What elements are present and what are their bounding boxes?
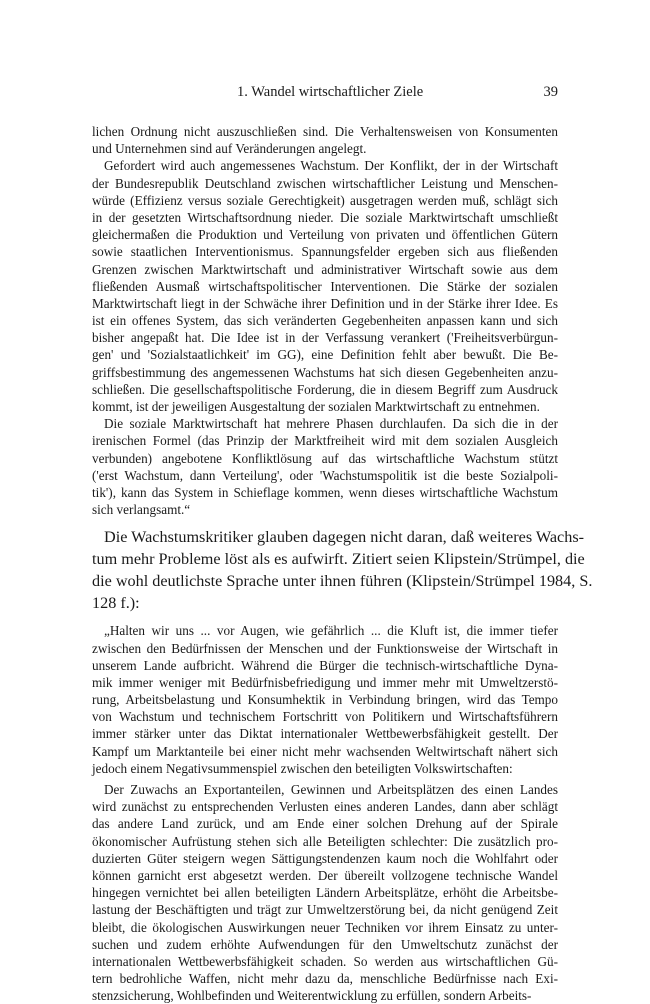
text-line: fließenden Ausmaß wirtschaftspolitischer Interventionen. Die Stärke der sozialen: [92, 278, 558, 294]
text-line: Kampf um Marktanteile bei einer nicht mehr wachsenden Weltwirtschaft nähert sich: [92, 743, 558, 759]
quote2-paragraph-2: [92, 781, 558, 1004]
text-line: lichen Ordnung nicht auszuschließen sind. Die Verhaltensweisen von Konsumenten: [92, 124, 558, 139]
quote-block-2: [92, 622, 558, 1004]
text-line: suchen und zudem erhöhte Aufwendungen für den Umweltschutz zunächst der: [92, 936, 558, 952]
text-line: Grenzen zwischen Marktwirtschaft und administrativer Wirtschaft sowie aus dem: [92, 261, 558, 277]
text-line: jedoch einem Negativsummenspiel zwischen den beteiligten Volkswirtschaften:: [92, 760, 513, 776]
quote-block-1: [92, 123, 558, 518]
main-text-paragraph: [92, 526, 593, 614]
text-line: ('erst Wachstum, dann Verteilung', oder 'Wachstumspolitik ist die beste Sozialpoli-: [92, 467, 558, 483]
text-line: 128 f.):: [92, 594, 140, 613]
text-line: stenzsicherung, Wohlbefinden und Weiterentwicklung zu erfüllen, sondern Arbeits-: [92, 988, 532, 1004]
text-line: Der Zuwachs an Exportanteilen, Gewinnen und Arbeitsplätzen des einen Landes: [104, 782, 558, 797]
text-line: hingegen vernichtet bei allen beteiligten Ländern Arbeitsplätze, erhöht die Arbeitsbe-: [92, 885, 558, 901]
text-line: duzierten Güter steigern wegen Sättigungstendenzen kaum noch die Wohlfahrt oder: [92, 850, 558, 866]
text-line: der Bundesrepublik Deutschland zwischen wirtschaftlicher Leistung und Menschen-: [92, 175, 558, 191]
text-line: ist ein offenes System, das sich veränderten Gegebenheiten anpassen kann und sich: [92, 313, 558, 329]
text-line: Die Wachstumskritiker glauben dagegen nicht daran, daß weiteres Wachs-: [104, 528, 585, 547]
quote1-paragraph-3: [92, 415, 558, 518]
text-line: würde (Effizienz versus soziale Gerechtigkeit) ausgetragen werden muß, schlägt sich: [92, 192, 558, 208]
page-body: [92, 123, 593, 1004]
text-line: kommt, ist der jeweiligen Ausgestaltung der sozialen Marktwirtschaft zu entnehmen.: [92, 399, 540, 414]
text-line: können garnicht erst abgesetzt werden. Der übereilt vollzogene technische Wandel: [92, 867, 558, 883]
text-line: bleibt, die ökologischen Auswirkungen neuer Techniken vor ihrem Einsatz zu unter-: [92, 919, 558, 935]
text-line: sich verlangsamt.“: [92, 502, 191, 518]
text-line: das andere Land zurück, und am Ende einer solchen Drehung auf der Spirale: [92, 816, 558, 832]
text-line: gen' und 'Sozialstaatlichkeit' im GG), eine Definition fehlt aber bewußt. Die Be-: [92, 347, 558, 363]
text-line: sowie staatlichen Interventionismus. Spannungsfelder ergeben sich aus fließenden: [92, 244, 558, 260]
text-line: tik'), kann das System in Schieflage kommen, wenn dieses wirtschaftliche Wachstum: [92, 484, 558, 500]
text-line: rung, Arbeitsbelastung und Konsumhektik in Verbindung bringen, wird das Tempo: [92, 692, 558, 708]
text-line: irenischen Formel (das Prinzip der Marktfreiheit wird mit dem sozialen Ausgleich: [92, 433, 558, 449]
text-line: griffsbestimmung des angemessenen Wachstums hat sich diesen Gegebenheiten anzu-: [92, 364, 558, 380]
text-line: in der gesetzten Wirtschaftsordnung nieder. Die soziale Marktwirtschaft umschließt: [92, 209, 558, 225]
quote1-paragraph-1: [92, 123, 558, 157]
quote2-paragraph-1: [92, 622, 558, 777]
text-line: unserem Lande aufbricht. Während die Bürger die technisch-wirtschaftliche Dyna-: [92, 657, 558, 673]
text-line: lastung der Beschäftigten und trägt zur Umweltzerstörung bei, da nicht genügend Zeit: [92, 902, 558, 918]
text-line: Gefordert wird auch angemessenes Wachstum. Der Konflikt, der in der Wirtschaft: [104, 158, 558, 174]
text-line: internationalen Wettbewerbsfähigkeit schaden. So werden aus wirtschaftlichen Gü-: [92, 953, 558, 969]
text-line: bisher angepaßt hat. Die Idee ist in der Verfassung verankert ('Freiheitsverbürgun-: [92, 330, 558, 346]
text-line: ökonomischer Aufrüstung stehen sich alle Beteiligten schlechter: Die zusätzlich pro-: [92, 833, 558, 849]
text-line: und Unternehmen sind auf Veränderungen angelegt.: [92, 141, 367, 157]
running-head-title: 1. Wandel wirtschaftlicher Ziele: [237, 84, 424, 100]
text-line: Marktwirtschaft liegt in der Schwäche ihrer Definition und in der Stärke ihrer Idee. Es: [92, 295, 558, 311]
text-line: Die soziale Marktwirtschaft hat mehrere Phasen durchlaufen. Da sich die in der: [104, 416, 558, 432]
text-line: „Halten wir uns ... vor Augen, wie gefährlich ... die Kluft ist, die immer tiefer: [104, 623, 558, 639]
text-line: zwischen den Bedürfnissen der Menschen und der Funktionsweise der Wirtschaft in: [92, 640, 558, 656]
text-line: die wohl deutlichste Sprache unter ihnen führen (Klipstein/Strümpel 1984, S.: [92, 572, 593, 591]
text-line: schließen. Die gesellschaftspolitische Forderung, die in diesem Begriff zum Ausdruck: [92, 381, 558, 397]
text-line: tum mehr Probleme löst als es aufwirft. Zitiert seien Klipstein/Strümpel, die: [92, 550, 585, 569]
text-line: gleichermaßen die Produktion und Verteilung von privaten und öffentlichen Gütern: [92, 227, 558, 243]
text-line: verbunden) angebotene Konfliktlösung auf das wirtschaftliche Wachstum stützt: [92, 450, 558, 466]
text-line: tern bedrohliche Waffen, nicht mehr dazu da, menschliche Bedürfnisse nach Exi-: [92, 971, 558, 987]
text-line: mik immer weniger mit Bedürfnisbefriedigung und immer mehr mit Umweltzerstö-: [92, 674, 558, 690]
text-line: von Wachstum und technischem Fortschritt von Politikern und Wirtschaftsführern: [92, 709, 558, 725]
text-line: wird zunächst zu entsprechenden Verlusten eines anderen Landes, dann aber schlägt: [92, 799, 558, 815]
page-number: 39: [543, 84, 558, 100]
quote1-paragraph-2: [92, 157, 558, 415]
text-line: immer stärker unter das Diktat internationaler Wettbewerbsfähigkeit gestellt. Der: [92, 726, 558, 742]
